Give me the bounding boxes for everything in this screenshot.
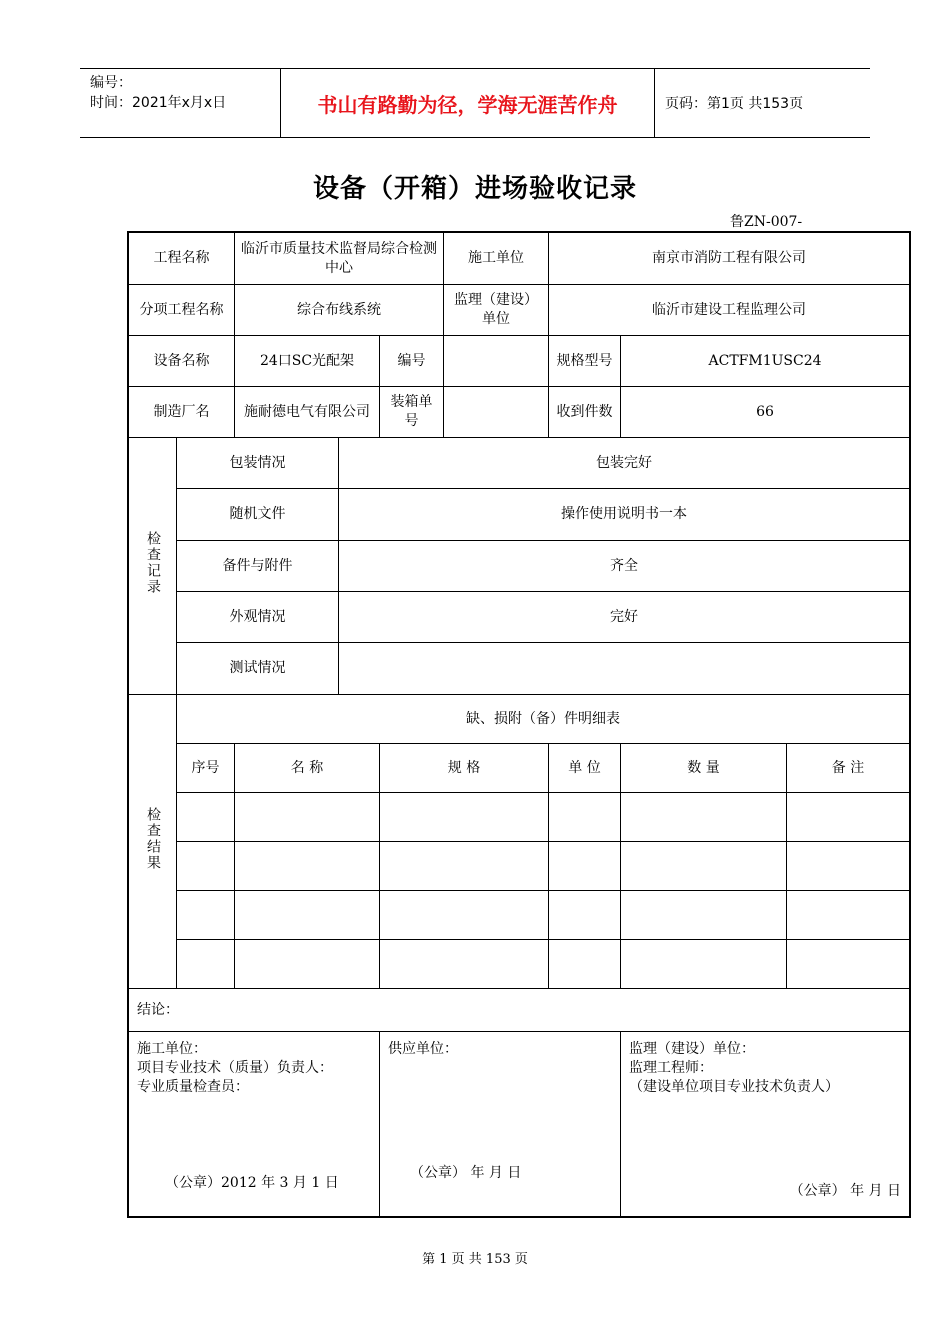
signature-line: 施工单位： (137, 1041, 207, 1057)
column-header: 规 格 (380, 744, 549, 793)
table-cell (549, 891, 621, 940)
number-label: 编号： (90, 75, 132, 91)
maker-label: 制造厂名 (129, 387, 235, 438)
table-cell (787, 842, 910, 891)
table-cell (787, 891, 910, 940)
supervisor-value: 临沂市建设工程监理公司 (549, 285, 910, 336)
table-cell (787, 940, 910, 989)
signature-line: （建设单位项目专业技术负责人） (629, 1079, 840, 1095)
inspection-value: 包装完好 (339, 438, 910, 489)
supplier-lines (388, 1040, 612, 1059)
supplier-stamp: （公章） 年 月 日 (410, 1165, 522, 1181)
table-row (129, 940, 910, 989)
table-row (129, 842, 910, 891)
table-cell (235, 842, 380, 891)
table-cell (235, 891, 380, 940)
inspection-section-text: 检查记录 (145, 531, 161, 595)
table-cell (177, 940, 235, 989)
document-title: 设备（开箱）进场验收记录 (312, 174, 637, 204)
detail-table-title: 缺、损附（备）件明细表 (177, 695, 910, 744)
table-cell (380, 793, 549, 842)
supervisor-signature (621, 1032, 910, 1217)
column-header: 单 位 (549, 744, 621, 793)
contractor-lines (137, 1040, 371, 1097)
table-cell (549, 842, 621, 891)
model-label: 规格型号 (549, 336, 621, 387)
table-row (129, 891, 910, 940)
contractor-value: 南京市消防工程有限公司 (549, 233, 910, 285)
header-meta (90, 73, 280, 113)
table-row (129, 793, 910, 842)
inspection-label: 测试情况 (177, 643, 339, 695)
equipment-label: 设备名称 (129, 336, 235, 387)
motto: 书山有路勤为径，学海无涯苦作舟 (317, 92, 618, 117)
form-code: 鲁ZN-007- (730, 214, 803, 230)
page-info: 页码：第1页 共153页 (665, 96, 804, 112)
table-cell (380, 842, 549, 891)
table-cell (787, 793, 910, 842)
received-label: 收到件数 (549, 387, 621, 438)
packing-label: 装箱单号 (380, 387, 444, 438)
subproject-value: 综合布线系统 (235, 285, 444, 336)
contractor-label: 施工单位 (444, 233, 549, 285)
inspection-value (339, 643, 910, 695)
contractor-signature (129, 1032, 380, 1217)
table-cell (177, 891, 235, 940)
result-section-text: 检查结果 (145, 806, 161, 871)
result-section-label (129, 695, 177, 989)
column-header: 数 量 (621, 744, 787, 793)
signature-line: 监理（建设）单位： (629, 1041, 756, 1057)
page-footer: 第 1 页 共 153 页 (422, 1252, 528, 1267)
packing-value (444, 387, 549, 438)
table-cell (235, 940, 380, 989)
table-cell (621, 793, 787, 842)
subproject-label: 分项工程名称 (129, 285, 235, 336)
project-name-value: 临沂市质量技术监督局综合检测中心 (235, 233, 444, 285)
inspection-label: 外观情况 (177, 592, 339, 643)
column-header: 序号 (177, 744, 235, 793)
signature-line: 监理工程师： (629, 1060, 714, 1076)
received-value: 66 (621, 387, 910, 438)
table-cell (380, 891, 549, 940)
table-cell (621, 891, 787, 940)
table-cell (177, 842, 235, 891)
serial-value (444, 336, 549, 387)
inspection-section-label (129, 438, 177, 695)
table-cell (621, 842, 787, 891)
table-cell (621, 940, 787, 989)
signature-line: 供应单位： (388, 1041, 458, 1057)
supervisor-label: 监理（建设）单位 (444, 285, 549, 336)
acceptance-form (128, 232, 910, 1217)
column-header: 备 注 (787, 744, 910, 793)
inspection-value: 完好 (339, 592, 910, 643)
table-cell (177, 793, 235, 842)
supervisor-lines (629, 1040, 901, 1097)
inspection-value: 操作使用说明书一本 (339, 489, 910, 541)
equipment-value: 24口SC光配架 (235, 336, 380, 387)
page-header (80, 68, 870, 138)
table-cell (549, 793, 621, 842)
conclusion-label: 结论： (129, 989, 910, 1032)
maker-value: 施耐德电气有限公司 (235, 387, 380, 438)
table-cell (235, 793, 380, 842)
inspection-label: 包装情况 (177, 438, 339, 489)
inspection-label: 随机文件 (177, 489, 339, 541)
header-divider (654, 69, 655, 137)
inspection-label: 备件与附件 (177, 541, 339, 592)
serial-label: 编号 (380, 336, 444, 387)
supervisor-stamp: （公章） 年 月 日 (789, 1183, 902, 1199)
project-name-label: 工程名称 (129, 233, 235, 285)
table-cell (549, 940, 621, 989)
time-label: 时间：2021年x月x日 (90, 95, 227, 111)
inspection-value: 齐全 (339, 541, 910, 592)
model-value: ACTFM1USC24 (621, 336, 910, 387)
column-header: 名 称 (235, 744, 380, 793)
supplier-signature (380, 1032, 621, 1217)
signature-line: 专业质量检查员： (137, 1079, 249, 1095)
table-cell (380, 940, 549, 989)
contractor-stamp: （公章）2012 年 3 月 1 日 (165, 1175, 339, 1191)
signature-line: 项目专业技术（质量）负责人： (137, 1060, 333, 1076)
